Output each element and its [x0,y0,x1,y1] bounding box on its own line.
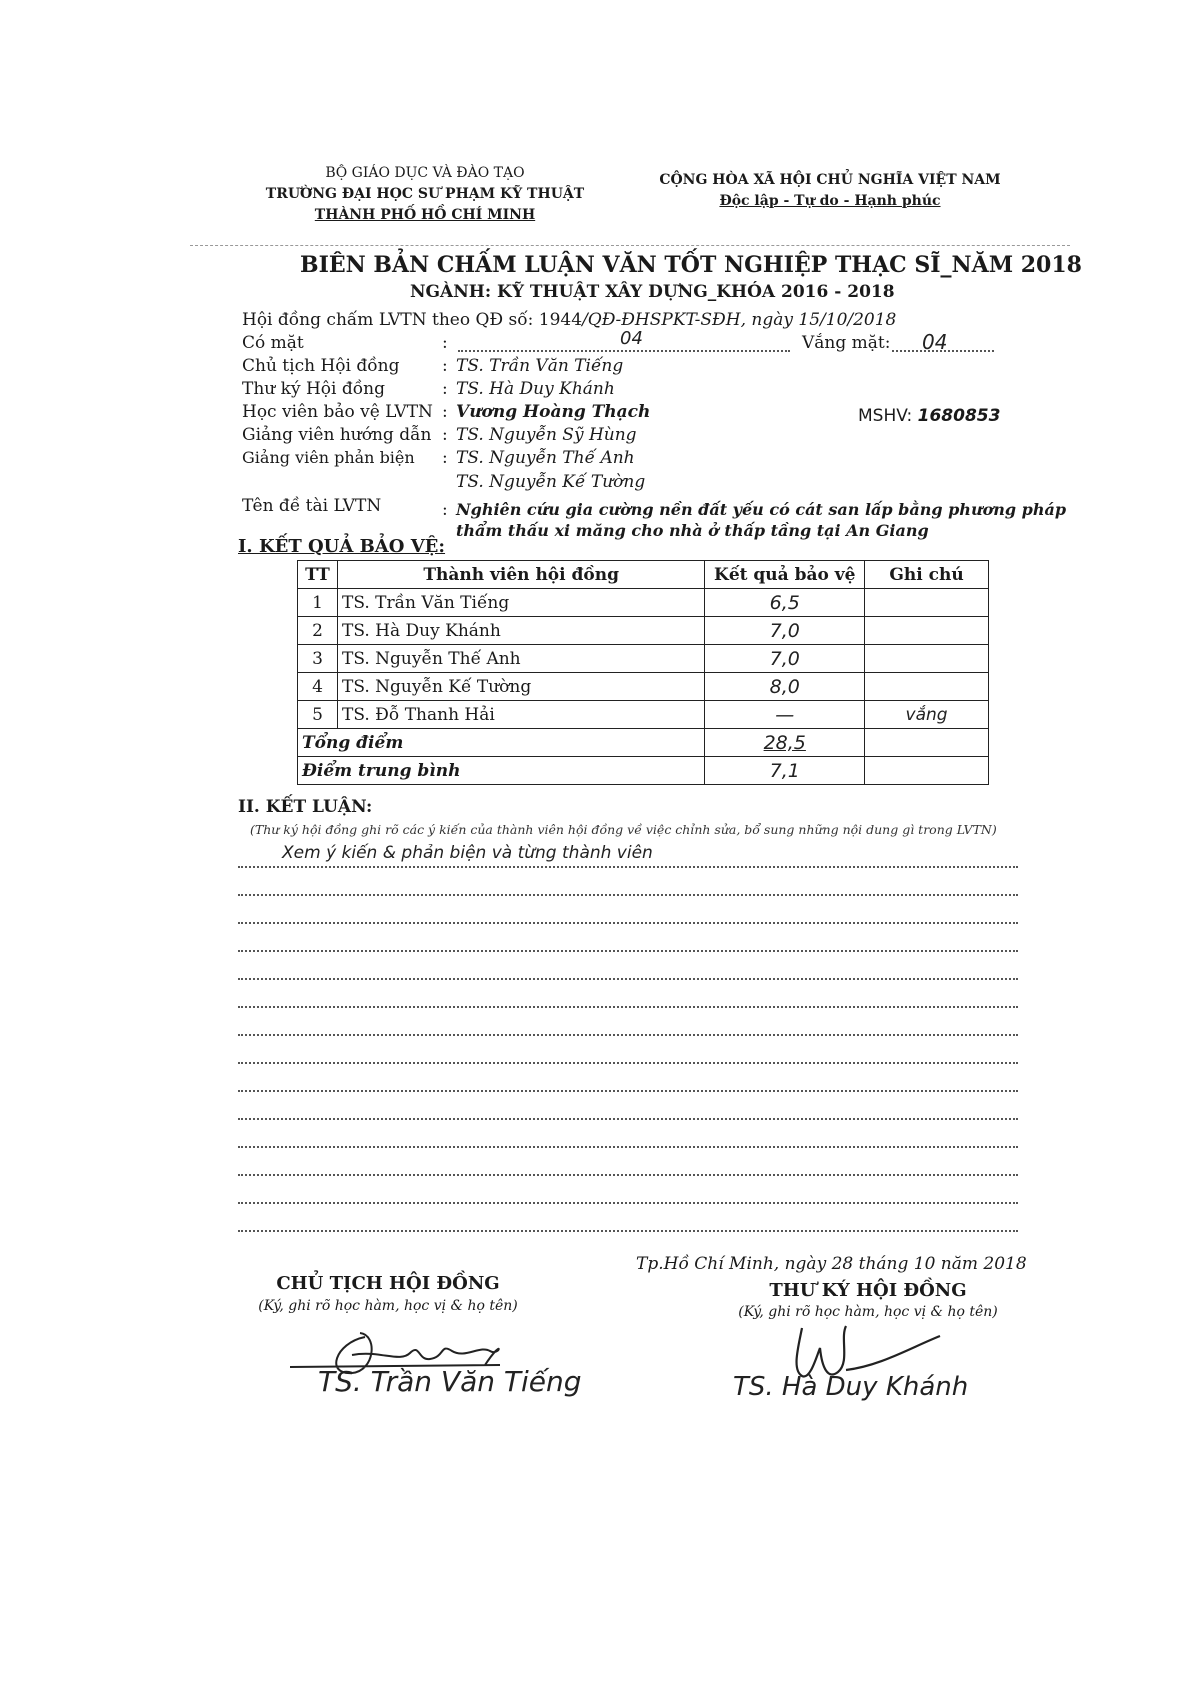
row-score: 7,0 [705,645,865,673]
present-dots [458,350,790,352]
table-row [298,701,989,729]
row-tt: 5 [298,701,338,729]
document-title: BIÊN BẢN CHẤM LUẬN VĂN TỐT NGHIỆP THẠC SĨ_NĂM 2018 [300,252,1082,278]
conclusion-line [238,1202,1018,1204]
total-value: 28,5 [705,729,865,757]
chair-sign-title: CHỦ TỊCH HỘI ĐỒNG [276,1273,500,1294]
city-name [245,205,605,225]
student-id-value: 1680853 [917,406,1001,426]
fold-line [190,245,1070,246]
conclusion-line [238,978,1018,980]
row-tt: 1 [298,589,338,617]
conclusion-line [238,1174,1018,1176]
total-row [298,729,989,757]
secretary-sign-title: THƯ KÝ HỘI ĐỒNG [769,1280,967,1301]
reviewer-label: Giảng viên phản biện [242,448,415,467]
decision-line [242,310,896,330]
conclusion-line [238,894,1018,896]
total-label: Tổng điểm [298,729,705,757]
reviewer-value-2: TS. Nguyễn Kế Tường [456,472,646,492]
conclusion-line [238,1006,1018,1008]
decision-suffix: /QĐ-ĐHSPKT-SĐH, ngày 15/10/2018 [582,310,897,330]
col-member: Thành viên hội đồng [337,561,704,589]
advisor-label: Giảng viên hướng dẫn [242,425,432,445]
secretary-value: TS. Hà Duy Khánh [456,379,615,399]
conclusion-line [238,1090,1018,1092]
row-score: 6,5 [705,589,865,617]
conclusion-line [238,1118,1018,1120]
secretary-sign-name: TS. Hà Duy Khánh [733,1372,969,1402]
city-name-text: THÀNH PHỐ HỒ CHÍ MINH [314,207,536,223]
conclusion-handwritten: Xem ý kiến & phản biện và từng thành viên [282,843,653,863]
results-header-row [298,561,989,589]
secretary-sep: : [442,379,448,399]
motto-text: Độc lập - Tự do - Hạnh phúc [719,193,941,209]
conclusion-line [238,1230,1018,1232]
student-id [858,406,1000,426]
present-label: Có mặt [242,333,304,353]
conclusion-line [238,950,1018,952]
ministry-name: BỘ GIÁO DỤC VÀ ĐÀO TẠO [325,165,525,181]
republic-name: CỘNG HÒA XÃ HỘI CHỦ NGHĨA VIỆT NAM [659,172,1001,188]
advisor-sep: : [442,425,448,445]
total-note [865,729,989,757]
row-member: TS. Nguyễn Thế Anh [337,645,704,673]
average-note [865,757,989,785]
row-tt: 3 [298,645,338,673]
row-note [865,589,989,617]
present-sep: : [442,333,448,353]
section2-note: (Thư ký hội đồng ghi rõ các ý kiến của thành viên hội đồng về việc chỉnh sửa, bổ sung những nội dung gì trong LVTN) [250,822,997,837]
row-note [865,617,989,645]
table-row [298,589,989,617]
row-score: 7,0 [705,617,865,645]
chair-sign-name: TS. Trần Văn Tiếng [318,1365,582,1398]
results-table [297,560,989,785]
place-date: Tp.Hồ Chí Minh, ngày 28 tháng 10 năm 2018 [636,1254,1027,1274]
row-score: — [705,701,865,729]
row-member: TS. Hà Duy Khánh [337,617,704,645]
row-tt: 4 [298,673,338,701]
university-name: TRƯỜNG ĐẠI HỌC SƯ PHẠM KỸ THUẬT [265,186,585,202]
student-sep: : [442,402,448,422]
conclusion-line [238,922,1018,924]
col-note: Ghi chú [865,561,989,589]
student-value: Vương Hoàng Thạch [456,402,651,422]
col-tt: TT [298,561,338,589]
reviewer-sep: : [442,448,448,468]
col-score: Kết quả bảo vệ [705,561,865,589]
section2-heading: II. KẾT LUẬN: [238,797,373,817]
conclusion-line [238,1034,1018,1036]
present-value: 04 [620,328,643,349]
secretary-sign-note: (Ký, ghi rõ học hàm, học vị & họ tên) [738,1304,998,1320]
motto [650,191,1010,211]
section1-heading-text: I. KẾT QUẢ BẢO VỆ: [238,536,446,557]
row-score: 8,0 [705,673,865,701]
average-value: 7,1 [705,757,865,785]
topic-label: Tên đề tài LVTN [242,496,382,516]
conclusion-line [238,1062,1018,1064]
student-label: Học viên bảo vệ LVTN [242,402,433,422]
conclusion-line [238,1146,1018,1148]
average-row [298,757,989,785]
topic-line-1: Nghiên cứu gia cường nền đất yếu có cát san lấp bằng phương pháp [456,500,1067,519]
chair-sep: : [442,356,448,376]
table-row [298,617,989,645]
row-note [865,645,989,673]
row-member: TS. Đỗ Thanh Hải [337,701,704,729]
absent-label: Vắng mặt: [802,333,891,353]
topic-line-2: thẩm thấu xi măng cho nhà ở thấp tầng tại An Giang [456,521,929,540]
chair-sign-note: (Ký, ghi rõ học hàm, học vị & họ tên) [258,1298,518,1314]
table-row [298,645,989,673]
row-tt: 2 [298,617,338,645]
average-label: Điểm trung bình [298,757,705,785]
row-note: vắng [865,701,989,729]
row-note [865,673,989,701]
row-member: TS. Trần Văn Tiếng [337,589,704,617]
chair-label: Chủ tịch Hội đồng [242,356,400,376]
secretary-label: Thư ký Hội đồng [242,379,385,399]
decision-prefix: Hội đồng chấm LVTN theo QĐ số: 1944 [242,310,583,330]
topic-sep: : [442,500,448,520]
section1-heading [238,536,445,557]
table-row [298,673,989,701]
advisor-value: TS. Nguyễn Sỹ Hùng [456,425,637,445]
conclusion-line [238,866,1018,868]
chair-value: TS. Trần Văn Tiếng [456,356,624,376]
absent-value: 04 [922,330,948,354]
row-member: TS. Nguyễn Kế Tường [337,673,704,701]
document-subtitle: NGÀNH: KỸ THUẬT XÂY DỰNG_KHÓA 2016 - 2018 [410,282,895,302]
reviewer-value-1: TS. Nguyễn Thế Anh [456,448,635,468]
student-id-label: MSHV: [858,406,913,426]
